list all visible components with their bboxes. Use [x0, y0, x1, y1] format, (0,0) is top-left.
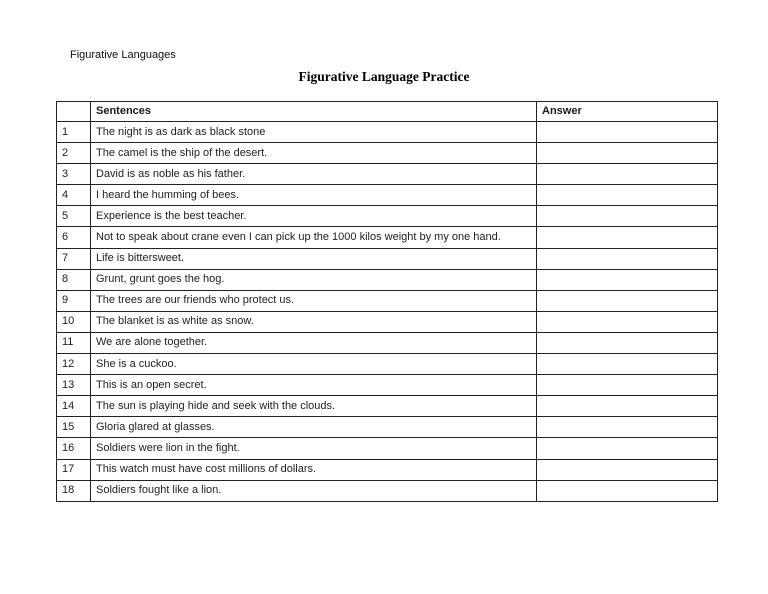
table-row — [57, 269, 718, 290]
column-header-number — [57, 102, 91, 122]
column-header-sentences: Sentences — [91, 102, 537, 122]
sentence-cell: This watch must have cost millions of dollars. — [91, 459, 537, 480]
answer-cell[interactable] — [537, 227, 718, 248]
sentence-cell: The blanket is as white as snow. — [91, 311, 537, 332]
answer-cell[interactable] — [537, 143, 718, 164]
answer-cell[interactable] — [537, 375, 718, 396]
sentence-cell: She is a cuckoo. — [91, 354, 537, 375]
row-number: 4 — [57, 185, 91, 206]
sentence-cell: This is an open secret. — [91, 375, 537, 396]
table-row — [57, 459, 718, 480]
table-row — [57, 248, 718, 269]
row-number: 7 — [57, 248, 91, 269]
row-number: 12 — [57, 354, 91, 375]
sentence-cell: The sun is playing hide and seek with the clouds. — [91, 396, 537, 417]
row-number: 8 — [57, 269, 91, 290]
page-header-label: Figurative Languages — [70, 49, 176, 61]
answer-cell[interactable] — [537, 269, 718, 290]
row-number: 6 — [57, 227, 91, 248]
sentence-cell: Grunt, grunt goes the hog. — [91, 269, 537, 290]
table-row — [57, 396, 718, 417]
row-number: 14 — [57, 396, 91, 417]
answer-cell[interactable] — [537, 480, 718, 501]
column-header-answer: Answer — [537, 102, 718, 122]
sentence-cell: The trees are our friends who protect us. — [91, 290, 537, 311]
table-row — [57, 290, 718, 311]
answer-cell[interactable] — [537, 354, 718, 375]
sentence-cell: David is as noble as his father. — [91, 164, 537, 185]
row-number: 10 — [57, 311, 91, 332]
row-number: 11 — [57, 332, 91, 353]
sentence-cell: The camel is the ship of the desert. — [91, 143, 537, 164]
table-row — [57, 311, 718, 332]
answer-cell[interactable] — [537, 164, 718, 185]
row-number: 1 — [57, 122, 91, 143]
row-number: 2 — [57, 143, 91, 164]
answer-cell[interactable] — [537, 206, 718, 227]
sentence-cell: The night is as dark as black stone — [91, 122, 537, 143]
row-number: 17 — [57, 459, 91, 480]
row-number: 9 — [57, 290, 91, 311]
table-row — [57, 417, 718, 438]
table-header-row — [57, 102, 718, 122]
table-row — [57, 354, 718, 375]
table-row — [57, 143, 718, 164]
table-body — [57, 122, 718, 502]
row-number: 18 — [57, 480, 91, 501]
table-row — [57, 122, 718, 143]
sentence-cell: I heard the humming of bees. — [91, 185, 537, 206]
answer-cell[interactable] — [537, 290, 718, 311]
row-number: 5 — [57, 206, 91, 227]
answer-cell[interactable] — [537, 396, 718, 417]
page-title: Figurative Language Practice — [298, 69, 470, 84]
table-row — [57, 332, 718, 353]
table-row — [57, 375, 718, 396]
table-row — [57, 206, 718, 227]
sentence-cell: Soldiers fought like a lion. — [91, 480, 537, 501]
table-row — [57, 438, 718, 459]
table-row — [57, 480, 718, 501]
sentence-cell: Soldiers were lion in the fight. — [91, 438, 537, 459]
answer-cell[interactable] — [537, 438, 718, 459]
sentence-cell: Experience is the best teacher. — [91, 206, 537, 227]
practice-table — [56, 101, 718, 502]
sentence-cell: Gloria glared at glasses. — [91, 417, 537, 438]
answer-cell[interactable] — [537, 185, 718, 206]
answer-cell[interactable] — [537, 122, 718, 143]
answer-cell[interactable] — [537, 311, 718, 332]
answer-cell[interactable] — [537, 459, 718, 480]
row-number: 16 — [57, 438, 91, 459]
row-number: 3 — [57, 164, 91, 185]
sentence-cell: We are alone together. — [91, 332, 537, 353]
table-row — [57, 185, 718, 206]
row-number: 13 — [57, 375, 91, 396]
table-row — [57, 227, 718, 248]
table-row — [57, 164, 718, 185]
sentence-cell: Not to speak about crane even I can pick up the 1000 kilos weight by my one hand. — [91, 227, 537, 248]
answer-cell[interactable] — [537, 248, 718, 269]
sentence-cell: Life is bittersweet. — [91, 248, 537, 269]
answer-cell[interactable] — [537, 417, 718, 438]
row-number: 15 — [57, 417, 91, 438]
answer-cell[interactable] — [537, 332, 718, 353]
